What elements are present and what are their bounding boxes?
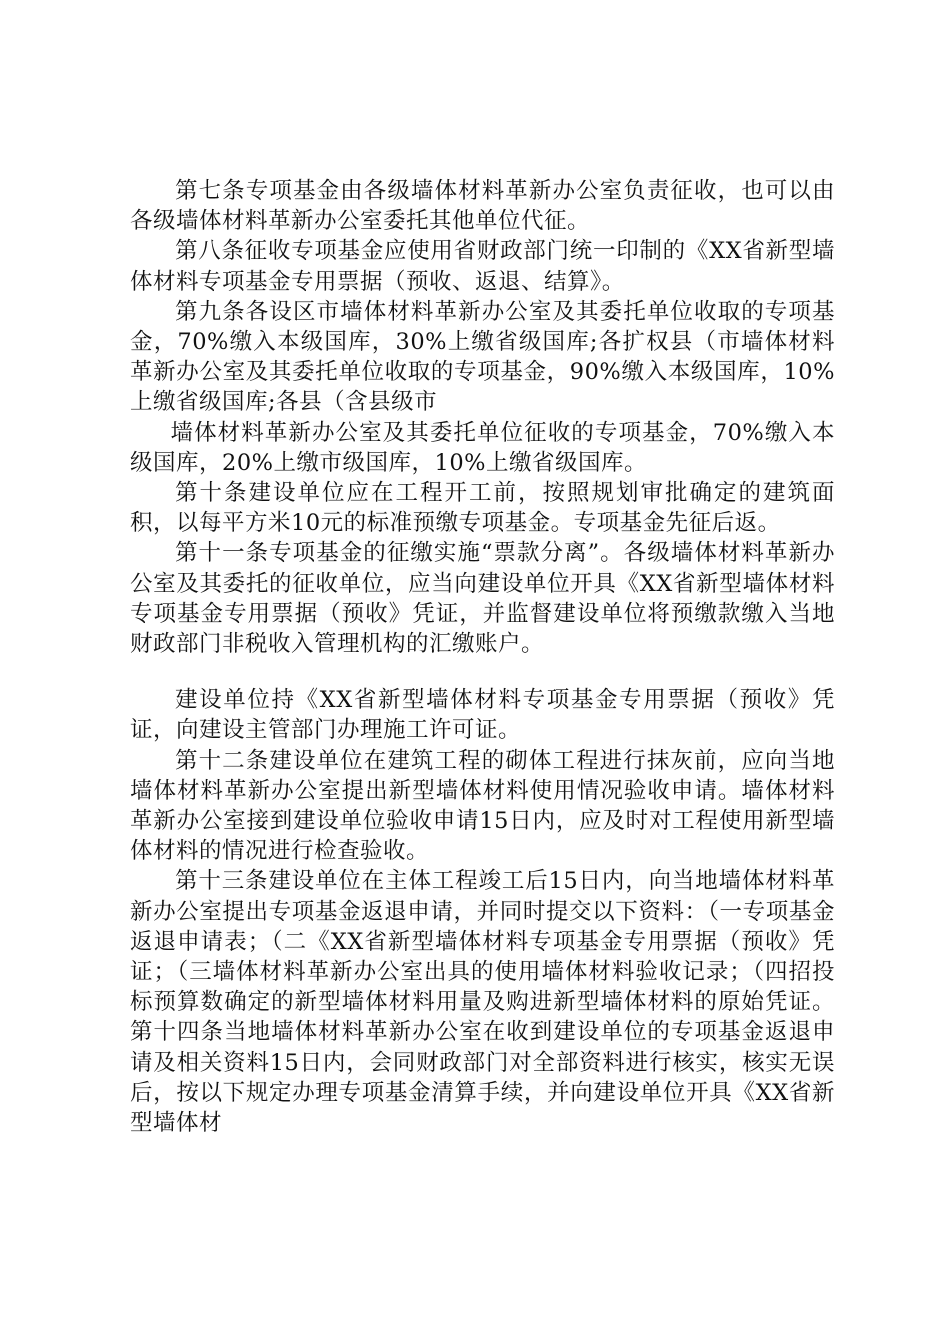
- article-10-paragraph: 第十条建设单位应在工程开工前，按照规划审批确定的建筑面积，以每平方米10元的标准预缴专项基金。专项基金先征后返。: [130, 480, 835, 537]
- document-page: [130, 176, 835, 1138]
- article-13-14-paragraph: 第十三条建设单位在主体工程竣工后15日内，向当地墙体材料革新办公室提出专项基金返退申请，并同时提交以下资料：（一专项基金返退申请表；（二《XX省新型墙体材料专项基金专用票据（预收》凭证；（三墙体材料革新办公室出具的使用墙体材料验收记录；（四招投标预算数确定的新型墙体材料用量及购进新型墙体材料的原始凭证。第十四条当地墙体材料革新办公室在收到建设单位的专项基金返退申请及相关资料15日内，会同财政部门对全部资料进行核实，核实无误后，按以下规定办理专项基金清算手续，并向建设单位开具《XX省新型墙体材: [130, 868, 835, 1137]
- article-9-paragraph: 第九条各设区市墙体材料革新办公室及其委托单位收取的专项基金，70%缴入本级国库，30%上缴省级国库;各扩权县（市墙体材料革新办公室及其委托单位收取的专项基金，90%缴入本级国库，10%上缴省级国库;各县（含县级市: [130, 298, 835, 416]
- article-7-paragraph: 第七条专项基金由各级墙体材料革新办公室负责征收，也可以由各级墙体材料革新办公室委托其他单位代征。: [130, 178, 835, 235]
- article-11-paragraph: 第十一条专项基金的征缴实施“票款分离”。各级墙体材料革新办公室及其委托的征收单位，应当向建设单位开具《XX省新型墙体材料专项基金专用票据（预收》凭证，并监督建设单位将预缴款缴入当地财政部门非税收入管理机构的汇缴账户。: [130, 540, 835, 658]
- article-8-paragraph: 第八条征收专项基金应使用省财政部门统一印制的《XX省新型墙体材料专项基金专用票据（预收、返退、结算》。: [130, 238, 835, 295]
- construction-permit-paragraph: 建设单位持《XX省新型墙体材料专项基金专用票据（预收》凭证，向建设主管部门办理施工许可证。: [130, 687, 835, 744]
- article-12-paragraph: 第十二条建设单位在建筑工程的砌体工程进行抹灰前，应向当地墙体材料革新办公室提出新型墙体材料使用情况验收申请。墙体材料革新办公室接到建设单位验收申请15日内，应及时对工程使用新型墙体材料的情况进行检查验收。: [130, 747, 835, 865]
- paragraph-spacer: [130, 659, 835, 685]
- article-9-continuation-paragraph: 墙体材料革新办公室及其委托单位征收的专项基金，70%缴入本级国库，20%上缴市级国库，10%上缴省级国库。: [130, 419, 835, 476]
